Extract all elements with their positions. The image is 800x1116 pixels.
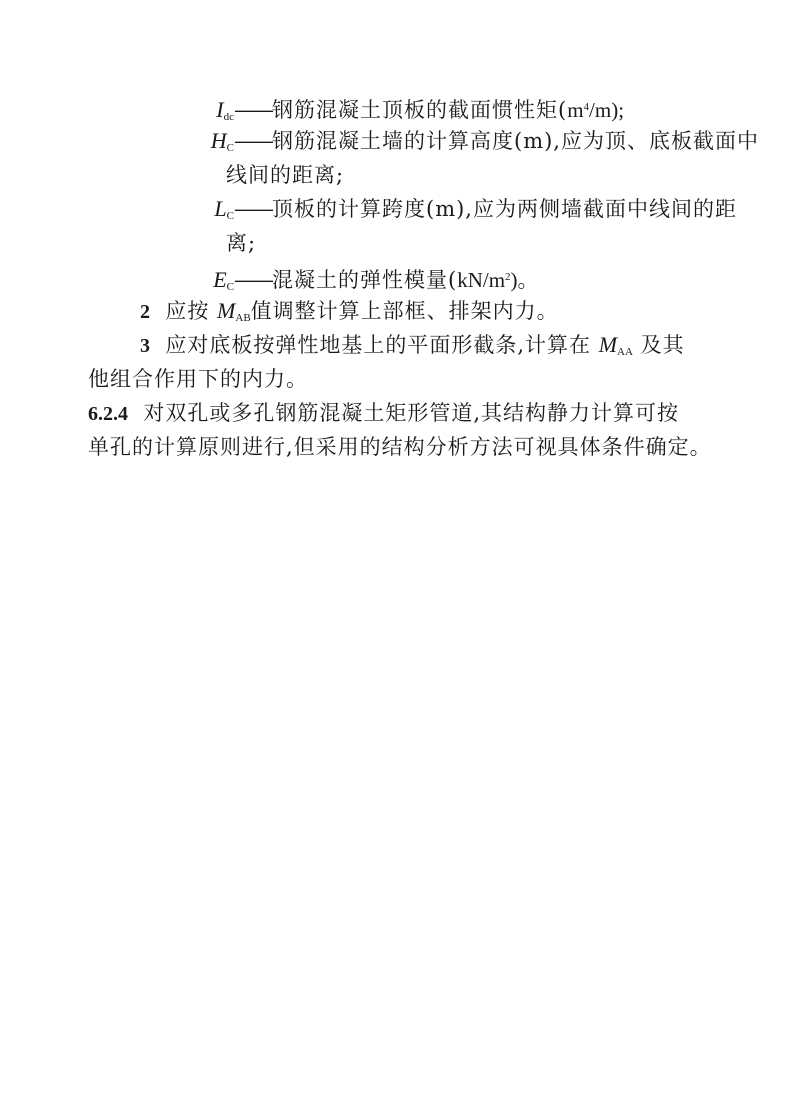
definition-dash: ——	[234, 197, 272, 221]
definition-hc-line1	[0, 126, 759, 163]
definition-dash: ——	[234, 268, 272, 292]
definition-dash: ——	[234, 129, 272, 153]
item-text: 及其	[632, 333, 685, 357]
symbol-ec: $E_C$	[213, 267, 234, 293]
definition-lc-line1	[0, 194, 737, 231]
unit: $kN/m^2$)。	[457, 268, 539, 292]
moment-symbol: $M_{AB}$	[217, 298, 251, 324]
definition-hc-line2	[226, 160, 344, 190]
clause-6-2-4-line1	[88, 398, 679, 429]
item-number: 3	[140, 335, 150, 357]
definition-text: 顶板的计算跨度(m),应为两侧墙截面中线间的距	[272, 197, 737, 221]
item-text: 应对底板按弹性地基上的平面形截条,计算在	[165, 333, 599, 357]
definition-lc-line2	[226, 228, 256, 258]
clause-number: 6.2.4	[88, 403, 128, 425]
definition-text: 钢筋混凝土墙的计算高度(m),应为顶、底板截面中	[272, 129, 759, 153]
item-2	[140, 296, 559, 333]
clause-6-2-4-line2	[88, 432, 712, 462]
clause-text: 单孔的计算原则进行,但采用的结构分析方法可视具体条件确定。	[88, 435, 712, 459]
definition-dash: ——	[234, 98, 272, 122]
item-text: 应按	[165, 299, 218, 323]
unit: $m^4/m$);	[567, 98, 625, 122]
definition-text: 混凝土的弹性模量(	[272, 268, 458, 292]
definition-text: 钢筋混凝土顶板的截面惯性矩(	[272, 98, 568, 122]
item-number: 2	[140, 301, 150, 323]
definition-text: 离;	[226, 231, 257, 255]
clause-text: 对双孔或多孔钢筋混凝土矩形管道,其结构静力计算可按	[143, 401, 680, 425]
item-3-line1	[140, 330, 685, 367]
moment-symbol: $M_{AA}$	[598, 332, 633, 358]
symbol-idc: $I_{dc}$	[216, 97, 234, 123]
item-text: 他组合作用下的内力。	[88, 367, 308, 391]
item-text: 值调整计算上部框、排架内力。	[250, 299, 559, 323]
item-3-line2	[88, 364, 308, 394]
symbol-lc: $L_C$	[214, 196, 234, 222]
definition-text: 线间的距离;	[226, 163, 345, 187]
symbol-hc: $H_C$	[210, 128, 234, 154]
